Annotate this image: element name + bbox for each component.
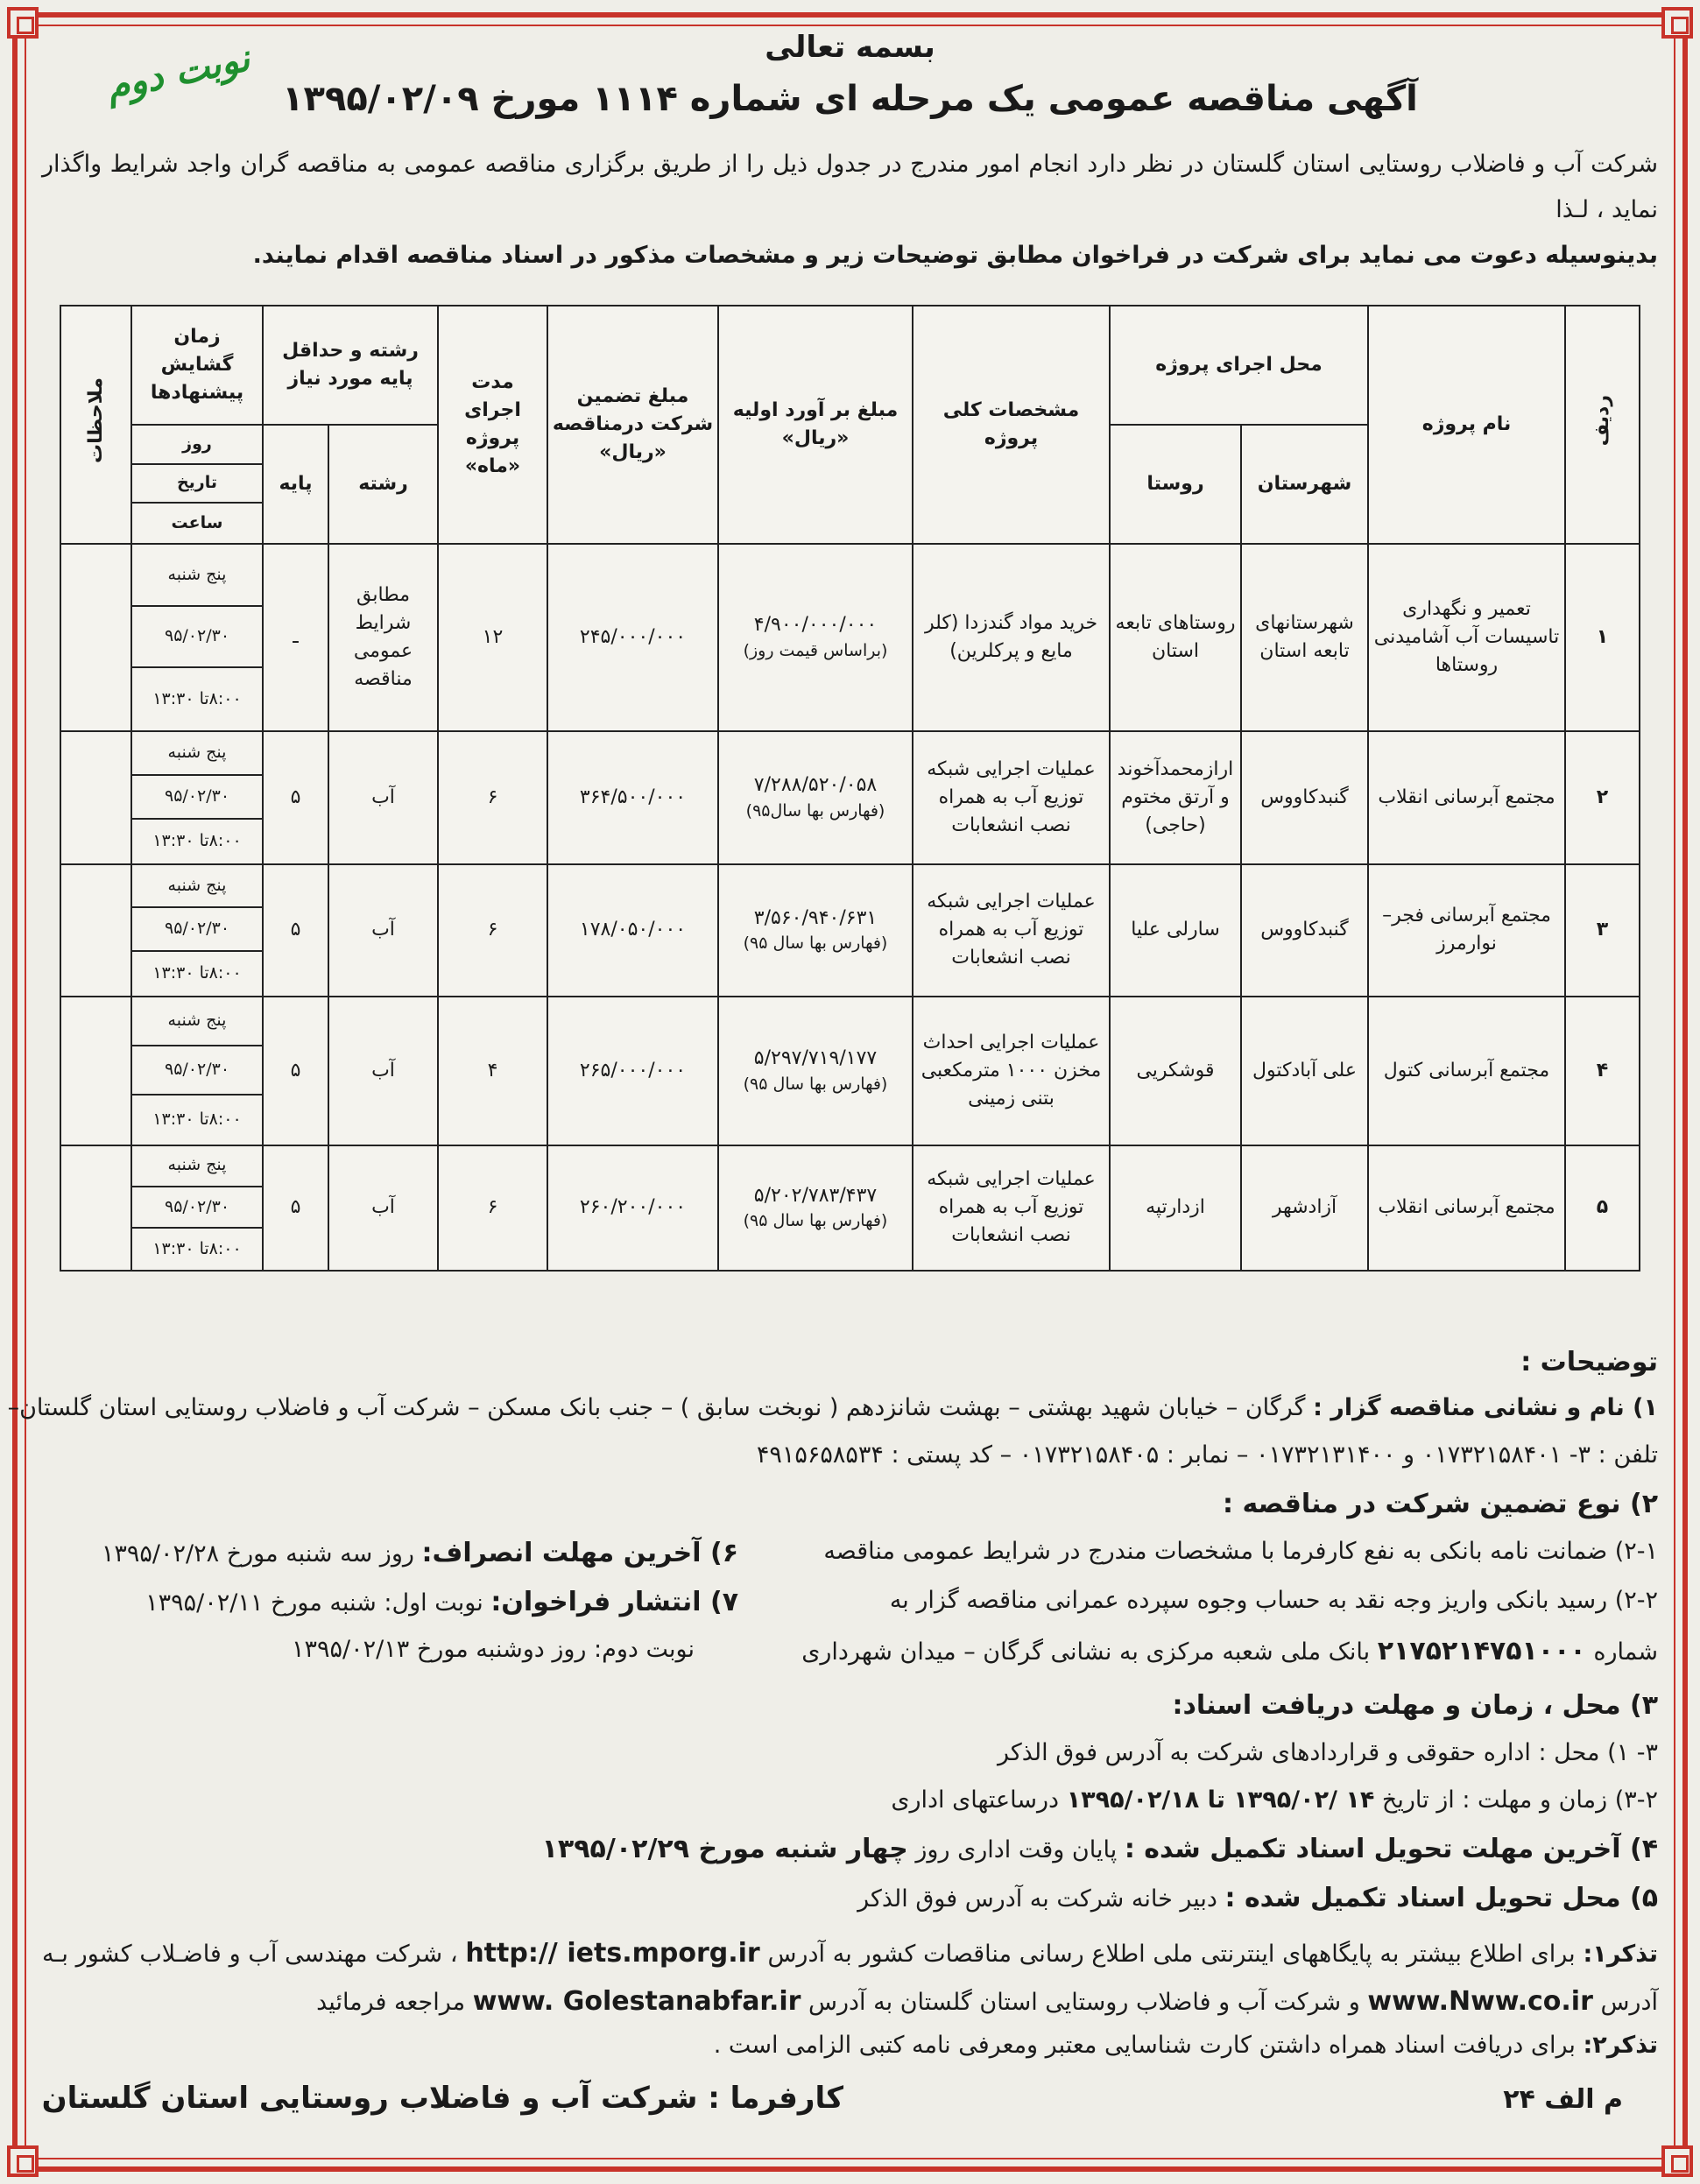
opening-day: پنج شنبه (132, 1146, 262, 1187)
note-2-2: ۲-۲) رسید بانکی واریز وجه نقد به حساب وجوه سپرده عمرانی مناقصه گزار به (889, 1587, 1658, 1614)
estimate-note: (فهارس بها سال ۹۵) (743, 1074, 888, 1094)
duration-months: ۴ (438, 997, 547, 1145)
estimate-cell (718, 544, 913, 731)
footer-code: م الف ۲۴ (1503, 2084, 1623, 2115)
note-1: ۱) نام و نشانی مناقصه گزار : گرگان – خیابان شهید بهشتی – بهشت شانزدهم ( نوبخت سابق ) – جنب بانک مسکن – شرکت آب و فاضلاب روستایی استان گلستان– (7, 1394, 1658, 1421)
note-5: ۵) محل تحویل اسناد تکمیل شده : دبیر خانه شرکت به آدرس فوق الذکر (857, 1883, 1658, 1913)
header-guarantee: مبلغ تضمین شرکت درمناقصه «ریال» (547, 306, 718, 544)
header-field: رشته (328, 425, 438, 544)
note-6: ۶) آخرین مهلت انصراف: روز سه شنبه مورخ ۱۳۹۵/۰۲/۲۸ (101, 1538, 738, 1568)
reminder-1: تذکر۱: برای اطلاع بیشتر به پایگاههای اینترنتی ملی اطلاع رسانی مناقصات کشور به آدرس http:// iets.mporg.ir ، شرکت مهندسی آب و فاضـلاب کشور بـه آدرس www.Nww.co.ir و شرکت آب و فاضلاب روستایی استان گلستان به آدرس www. Golestanabfar.ir مراجعه فرمائید (42, 1938, 1658, 2017)
header-village: روستا (1110, 425, 1241, 544)
opening-time: ۸:۰۰تا ۱۳:۳۰ (152, 688, 242, 708)
city: علی آبادکتول (1241, 997, 1368, 1145)
project-name: مجتمع آبرسانی فجر– نوارمرز (1368, 864, 1565, 997)
guarantee-amount: ۱۷۸/۰۵۰/۰۰۰ (547, 864, 718, 997)
note-3-2: ۳-۲) زمان و مهلت : از تاریخ ۱۴ /۱۳۹۵/۰۲ تا ۱۳۹۵/۰۲/۱۸ درساعتهای اداری (891, 1786, 1658, 1814)
header-city: شهرستان (1241, 425, 1368, 544)
employer-name: کارفرما : شرکت آب و فاضلاب روستایی استان گلستان (41, 2081, 843, 2116)
opening-schedule (131, 997, 263, 1145)
row-number: ۱ (1565, 544, 1640, 731)
opening-schedule (131, 544, 263, 731)
header-grade: پایه (263, 425, 328, 544)
note-1-phone: تلفن : ۳- ۰۱۷۳۲۱۵۸۴۰۱ و ۰۱۷۳۲۱۳۱۴۰۰ – نمابر : ۰۱۷۳۲۱۵۸۴۰۵ – کد پستی : ۴۹۱۵۶۵۸۵۳۴ (756, 1441, 1658, 1469)
header-day-date-time (131, 425, 263, 544)
intro-line-2: بدینوسیله دعوت می نماید برای شرکت در فراخوان مطابق توضیحات زیر و مشخصات مذکور در اسناد مناقصه اقدام نمایند. (252, 242, 1658, 269)
opening-time: ۸:۰۰تا ۱۳:۳۰ (152, 1109, 242, 1129)
frame-corner-ornament (7, 2145, 39, 2177)
note-4: ۴) آخرین مهلت تحویل اسناد تکمیل شده : پایان وقت اداری روز چهار شنبه مورخ ۱۳۹۵/۰۲/۲۹ (541, 1834, 1658, 1864)
opening-date: ۹۵/۰۲/۳۰ (132, 908, 262, 952)
note-2-1: ۲-۱) ضمانت نامه بانکی به نفع کارفرما با مشخصات مندرج در شرایط عمومی مناقصه (823, 1538, 1658, 1565)
required-field: آب (328, 731, 438, 863)
opening-schedule (131, 1145, 263, 1271)
city: گنبدکاووس (1241, 731, 1368, 863)
nww-link[interactable]: www.Nww.co.ir (1367, 1986, 1593, 2017)
frame-corner-ornament (1661, 2145, 1693, 2177)
opening-day: پنج شنبه (132, 732, 262, 776)
project-specs: عملیات اجرایی احداث مخزن ۱۰۰۰ مترمکعبی بتنی زمینی (913, 997, 1110, 1145)
table-row (60, 864, 1640, 997)
project-name: تعمیر و نگهداری تاسیسات آب آشامیدنی روستاها (1368, 544, 1565, 731)
golestanabfar-link[interactable]: www. Golestanabfar.ir (472, 1986, 801, 2017)
estimate-cell (718, 731, 913, 863)
estimate-value: ۵/۲۹۷/۷۱۹/۱۷۷ (753, 1047, 878, 1070)
estimate-note: (فهارس بها سال ۹۵) (743, 1211, 888, 1231)
notice-title: آگهی مناقصه عمومی یک مرحله ای شماره ۱۱۱۴ مورخ ۱۳۹۵/۰۲/۰۹ (282, 79, 1418, 119)
project-specs: عملیات اجرایی شبکه توزیع آب به همراه نصب انشعابات (913, 864, 1110, 997)
note-2-heading: ۲) نوع تضمین شرکت در مناقصه : (1223, 1489, 1658, 1519)
header-duration: مدت اجرای پروژه «ماه» (438, 306, 547, 544)
project-specs: خرید مواد گندزدا (کلر مایع و پرکلرین) (913, 544, 1110, 731)
table-row (60, 1145, 1640, 1271)
project-specs: عملیات اجرایی شبکه توزیع آب به همراه نصب انشعابات (913, 1145, 1110, 1271)
row-number: ۴ (1565, 997, 1640, 1145)
intro-paragraph (42, 142, 1658, 278)
header-project-name: نام پروژه (1368, 306, 1565, 544)
opening-date: ۹۵/۰۲/۳۰ (132, 607, 262, 669)
project-name: مجتمع آبرسانی کتول (1368, 997, 1565, 1145)
opening-schedule (131, 731, 263, 863)
required-grade: ۵ (263, 997, 328, 1145)
opening-day: پنج شنبه (132, 865, 262, 909)
village: روستاهای تابعه استان (1110, 544, 1241, 731)
header-remarks: ملاحظات (60, 306, 131, 544)
village: قوشکریی (1110, 997, 1241, 1145)
row-number: ۳ (1565, 864, 1640, 997)
required-field: آب (328, 997, 438, 1145)
required-grade: ۵ (263, 864, 328, 997)
required-field: مطابق شرایط عمومی مناقصه (328, 544, 438, 731)
guarantee-amount: ۲۴۵/۰۰۰/۰۰۰ (547, 544, 718, 731)
required-grade: ۵ (263, 731, 328, 863)
duration-months: ۶ (438, 731, 547, 863)
intro-line-1: شرکت آب و فاضلاب روستایی استان گلستان در نظر دارد انجام امور مندرج در جدول ذیل را از طریق برگزاری مناقصه عمومی به مناقصه گران واجد شرایط واگذار نماید ، لـذا (42, 151, 1658, 223)
city: شهرستانهای تابعه استان (1241, 544, 1368, 731)
project-specs: عملیات اجرایی شبکه توزیع آب به همراه نصب انشعابات (913, 731, 1110, 863)
estimate-cell (718, 1145, 913, 1271)
required-grade: ۵ (263, 1145, 328, 1271)
note-2-3: شماره ۲۱۷۵۲۱۴۷۵۱۰۰۰ بانک ملی شعبه مرکزی به نشانی گرگان – میدان شهرداری (801, 1636, 1658, 1666)
estimate-note: (فهارس بها سال ۹۵) (743, 933, 888, 954)
project-name: مجتمع آبرسانی انقلاب (1368, 1145, 1565, 1271)
note-3-heading: ۳) محل ، زمان و مهلت دریافت اسناد: (1172, 1690, 1658, 1721)
note-7: ۷) انتشار فراخوان: نوبت اول: شنبه مورخ ۱۳۹۵/۰۲/۱۱ (145, 1587, 738, 1617)
city: گنبدکاووس (1241, 864, 1368, 997)
required-field: آب (328, 864, 438, 997)
table-row (60, 731, 1640, 863)
notes-heading: توضیحات : (1520, 1347, 1658, 1377)
guarantee-amount: ۲۶۰/۲۰۰/۰۰۰ (547, 1145, 718, 1271)
header-opening: زمان گشایش پیشنهادها (131, 306, 263, 425)
header-specs: مشخصات کلی پروژه (913, 306, 1110, 544)
opening-time: ۸:۰۰تا ۱۳:۳۰ (152, 830, 242, 850)
required-field: آب (328, 1145, 438, 1271)
tender-table (60, 305, 1640, 1272)
opening-day: پنج شنبه (132, 545, 262, 607)
header-day: روز (132, 426, 262, 465)
opening-day: پنج شنبه (132, 997, 262, 1046)
estimate-value: ۳/۵۶۰/۹۴۰/۶۳۱ (753, 906, 878, 929)
note-3-1: ۳- ۱) محل : اداره حقوقی و قراردادهای شرکت به آدرس فوق الذکر (997, 1739, 1658, 1766)
guarantee-amount: ۲۶۵/۰۰۰/۰۰۰ (547, 997, 718, 1145)
header-location: محل اجرای پروژه (1110, 306, 1368, 425)
header-time: ساعت (171, 512, 223, 532)
estimate-value: ۴/۹۰۰/۰۰۰/۰۰۰ (753, 614, 878, 637)
remarks (60, 997, 131, 1145)
duration-months: ۶ (438, 1145, 547, 1271)
reminder-2: تذکر۲: برای دریافت اسناد همراه داشتن کارت شناسایی معتبر ومعرفی نامه کتبی الزامی است . (713, 2032, 1658, 2059)
duration-months: ۶ (438, 864, 547, 997)
table-row (60, 997, 1640, 1145)
remarks (60, 864, 131, 997)
remarks (60, 544, 131, 731)
row-number: ۵ (1565, 1145, 1640, 1271)
estimate-cell (718, 864, 913, 997)
estimate-value: ۵/۲۰۲/۷۸۳/۴۳۷ (753, 1184, 878, 1207)
opening-date: ۹۵/۰۲/۳۰ (132, 776, 262, 820)
header-field-grade: رشته و حداقل پایه مورد نیاز (263, 306, 438, 425)
row-number: ۲ (1565, 731, 1640, 863)
project-name: مجتمع آبرسانی انقلاب (1368, 731, 1565, 863)
city: آزادشهر (1241, 1145, 1368, 1271)
estimate-note: (فهارس بها سال۹۵) (745, 800, 885, 821)
note-7-second: نوبت دوم: روز دوشنبه مورخ ۱۳۹۵/۰۲/۱۳ (292, 1636, 695, 1663)
table-row (60, 544, 1640, 731)
header-estimate: مبلغ بر آورد اولیه «ریال» (718, 306, 913, 544)
required-grade: ـ (263, 544, 328, 731)
opening-date: ۹۵/۰۲/۳۰ (132, 1187, 262, 1229)
remarks (60, 1145, 131, 1271)
opening-time: ۸:۰۰تا ۱۳:۳۰ (152, 963, 242, 983)
opening-time: ۸:۰۰تا ۱۳:۳۰ (152, 1238, 242, 1258)
estimate-cell (718, 997, 913, 1145)
basmala: بسمه تعالی (765, 30, 935, 65)
opening-schedule (131, 864, 263, 997)
duration-months: ۱۲ (438, 544, 547, 731)
estimate-note: (براساس قیمت روز) (743, 641, 888, 661)
remarks (60, 731, 131, 863)
village: ازدارتپه (1110, 1145, 1241, 1271)
guarantee-amount: ۳۶۴/۵۰۰/۰۰۰ (547, 731, 718, 863)
second-round-stamp: نوبت دوم (102, 36, 254, 109)
header-date: تاریخ (132, 465, 262, 504)
header-row-number: ردیف (1565, 306, 1640, 544)
village: سارلی علیا (1110, 864, 1241, 997)
opening-date: ۹۵/۰۲/۳۰ (132, 1046, 262, 1096)
iets-link[interactable]: http:// iets.mporg.ir (465, 1938, 760, 1969)
estimate-value: ۷/۲۸۸/۵۲۰/۰۵۸ (753, 774, 878, 797)
village: ارازمحمدآخوند و آرتق مختوم (حاجی) (1110, 731, 1241, 863)
